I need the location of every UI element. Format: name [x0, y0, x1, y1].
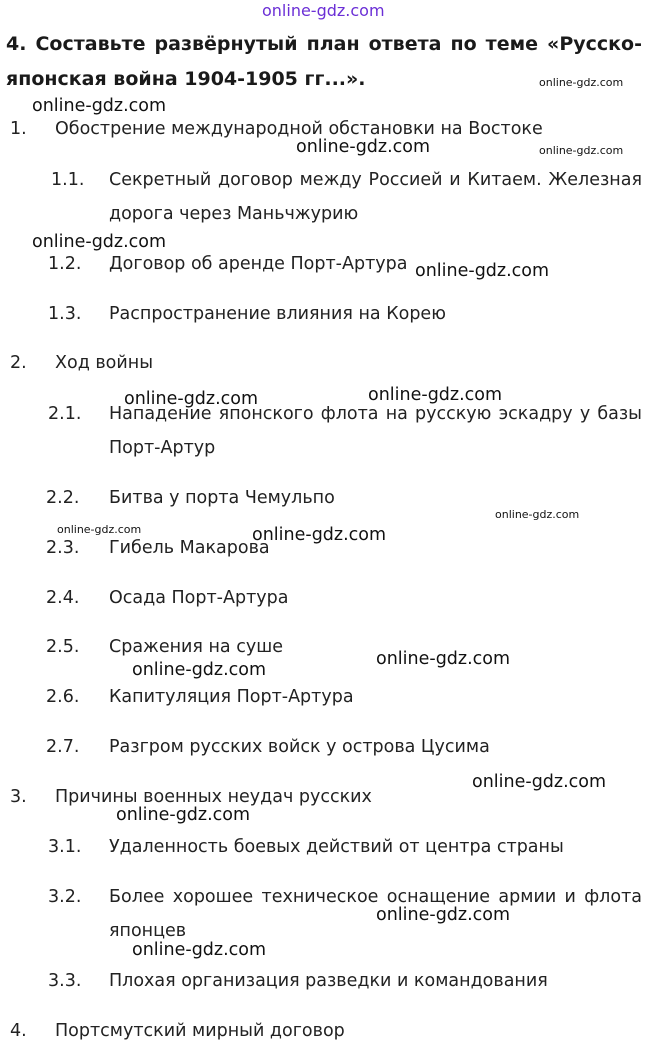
- watermark: online-gdz.com: [57, 523, 142, 536]
- section-number: 2.: [10, 353, 27, 373]
- item-number: 3.2.: [48, 887, 82, 907]
- watermark: online-gdz.com: [32, 96, 167, 116]
- watermark: online-gdz.com: [376, 649, 511, 669]
- watermark: online-gdz.com: [296, 137, 431, 157]
- item-text: Разгром русских войск у острова Цусима: [109, 737, 490, 757]
- item-text: Капитуляция Порт-Артура: [109, 687, 354, 707]
- watermark: online-gdz.com: [32, 232, 167, 252]
- item-number: 2.5.: [46, 637, 80, 657]
- item-text: Секретный договор между Россией и Китаем. Железная: [109, 170, 642, 190]
- item-text: Осада Порт-Артура: [109, 588, 289, 608]
- item-number: 2.3.: [46, 538, 80, 558]
- watermark: online-gdz.com: [262, 1, 385, 20]
- section-number: 3.: [10, 787, 27, 807]
- section-number: 1.: [10, 119, 27, 139]
- item-text: Гибель Макарова: [109, 538, 270, 558]
- item-text: Удаленность боевых действий от центра страны: [109, 837, 564, 857]
- item-number: 1.2.: [48, 254, 82, 274]
- item-text: Плохая организация разведки и командования: [109, 971, 548, 991]
- watermark: online-gdz.com: [539, 76, 624, 89]
- watermark: online-gdz.com: [368, 385, 503, 405]
- item-text: Распространение влияния на Корею: [109, 304, 446, 324]
- item-number: 3.1.: [48, 837, 82, 857]
- item-number: 3.3.: [48, 971, 82, 991]
- item-text-continued: дорога через Маньчжурию: [109, 204, 359, 224]
- item-text: Договор об аренде Порт-Артура: [109, 254, 408, 274]
- watermark: online-gdz.com: [539, 144, 624, 157]
- watermark: online-gdz.com: [132, 940, 267, 960]
- watermark: online-gdz.com: [252, 525, 387, 545]
- item-number: 2.1.: [48, 404, 82, 424]
- task-title-line-2: японская война 1904-1905 гг...».: [6, 68, 366, 90]
- item-text-continued: Порт-Артур: [109, 438, 216, 458]
- item-number: 2.2.: [46, 488, 80, 508]
- item-text: Битва у порта Чемульпо: [109, 488, 335, 508]
- watermark: online-gdz.com: [415, 261, 550, 281]
- item-number: 1.3.: [48, 304, 82, 324]
- item-text: Более хорошее техническое оснащение армии и флота: [109, 887, 642, 907]
- watermark: online-gdz.com: [124, 389, 259, 409]
- item-text: Нападение японского флота на русскую эскадру у базы: [109, 404, 642, 424]
- item-number: 2.4.: [46, 588, 80, 608]
- section-heading: Обострение международной обстановки на Востоке: [55, 119, 543, 139]
- item-text-continued: японцев: [109, 921, 187, 941]
- item-text: Сражения на суше: [109, 637, 283, 657]
- section-heading: Ход войны: [55, 353, 154, 373]
- watermark: online-gdz.com: [495, 508, 580, 521]
- item-number: 1.1.: [51, 170, 85, 190]
- watermark: online-gdz.com: [472, 772, 607, 792]
- section-heading: Портсмутский мирный договор: [55, 1021, 345, 1041]
- item-number: 2.7.: [46, 737, 80, 757]
- watermark: online-gdz.com: [132, 660, 267, 680]
- task-title-line-1: 4. Составьте развёрнутый план ответа по теме «Русско-: [6, 33, 642, 55]
- section-number: 4.: [10, 1021, 27, 1041]
- watermark: online-gdz.com: [116, 805, 251, 825]
- watermark: online-gdz.com: [376, 905, 511, 925]
- item-number: 2.6.: [46, 687, 80, 707]
- section-heading: Причины военных неудач русских: [55, 787, 372, 807]
